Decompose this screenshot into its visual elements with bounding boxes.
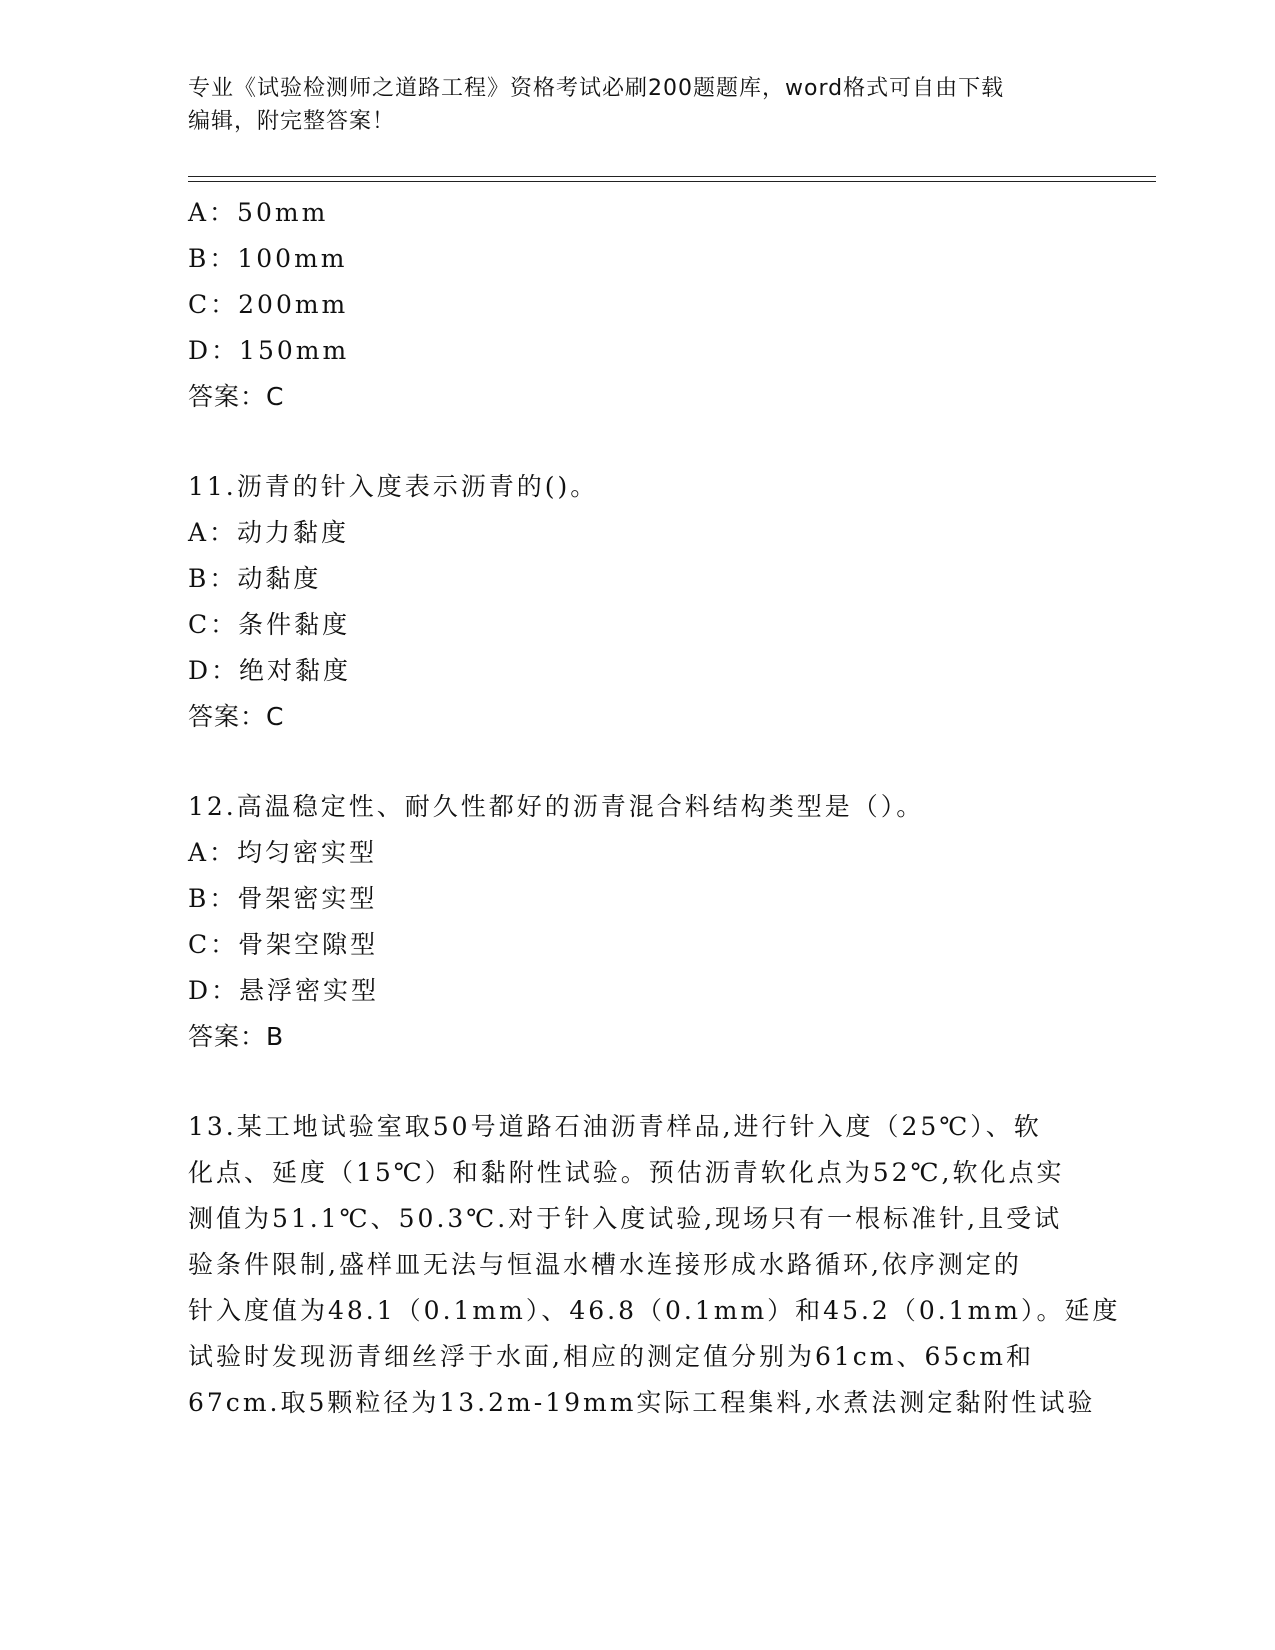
question-text-line: 验条件限制,盛样皿无法与恒温水槽水连接形成水路循环,依序测定的 bbox=[188, 1250, 1022, 1279]
option-a: A：均匀密实型 bbox=[188, 838, 378, 867]
option-d: D：绝对黏度 bbox=[188, 656, 352, 685]
answer: 答案：B bbox=[188, 1022, 285, 1051]
question-13-block bbox=[188, 1104, 1121, 1426]
header-line-1: 专业《试验检测师之道路工程》资格考试必刷200题题库，word格式可自由下载 bbox=[188, 76, 1005, 101]
question-text-line: 试验时发现沥青细丝浮于水面,相应的测定值分别为61cm、65cm和 bbox=[188, 1342, 1034, 1371]
document-header bbox=[188, 72, 1068, 138]
question-12-block bbox=[188, 784, 1088, 1060]
question-10-block bbox=[188, 190, 1088, 420]
document-body bbox=[188, 190, 1121, 1426]
question-text-line: 测值为51.1℃、50.3℃.对于针入度试验,现场只有一根标准针,且受试 bbox=[188, 1204, 1063, 1233]
option-a: A：动力黏度 bbox=[188, 518, 350, 547]
option-b: B：动黏度 bbox=[188, 564, 322, 593]
spacer bbox=[188, 740, 1088, 784]
question-text-line: 67cm.取5颗粒径为13.2m-19mm实际工程集料,水煮法测定黏附性试验 bbox=[188, 1388, 1096, 1417]
spacer bbox=[188, 420, 1088, 464]
option-b: B：100mm bbox=[188, 244, 348, 273]
option-c: C：骨架空隙型 bbox=[188, 930, 379, 959]
option-c: C：条件黏度 bbox=[188, 610, 351, 639]
option-d: D：悬浮密实型 bbox=[188, 976, 380, 1005]
question-text: 12.高温稳定性、耐久性都好的沥青混合料结构类型是（）。 bbox=[188, 792, 925, 821]
question-text-line: 化点、延度（15℃）和黏附性试验。预估沥青软化点为52℃,软化点实 bbox=[188, 1158, 1065, 1187]
header-line-2: 编辑，附完整答案！ bbox=[188, 109, 396, 134]
header-divider-top bbox=[188, 176, 1156, 177]
option-b: B：骨架密实型 bbox=[188, 884, 378, 913]
option-a: A：50mm bbox=[188, 198, 329, 227]
question-11-block bbox=[188, 464, 1088, 740]
answer: 答案：C bbox=[188, 382, 285, 411]
question-text-line: 针入度值为48.1（0.1mm）、46.8（0.1mm）和45.2（0.1mm）。延度 bbox=[188, 1296, 1121, 1325]
question-text-line: 13.某工地试验室取50号道路石油沥青样品,进行针入度（25℃）、软 bbox=[188, 1112, 1042, 1141]
option-c: C：200mm bbox=[188, 290, 349, 319]
option-d: D：150mm bbox=[188, 336, 350, 365]
question-text: 11.沥青的针入度表示沥青的()。 bbox=[188, 472, 599, 501]
spacer bbox=[188, 1060, 1088, 1104]
header-divider-bottom bbox=[188, 181, 1156, 182]
answer: 答案：C bbox=[188, 702, 285, 731]
